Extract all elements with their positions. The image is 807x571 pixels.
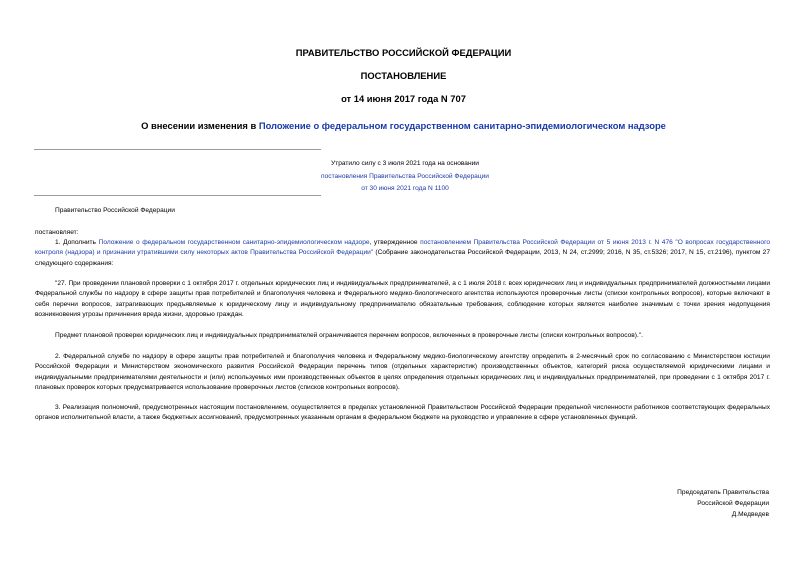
item-2: 2. Федеральной службе по надзору в сфере защиты прав потребителей и благополучия человека и Федеральному медико-биологическому агентству определить в 2-месячный срок по согласованию с Министерством юстиции Российской Федерации и Министерством экономического развития Российской Федерации перечень типов (отдельных характеристик) производственных объектов, категорий риска осуществляемой юридическими лицами и индивидуальными предпринимателями деятельности и (или) используемых ими производственных объектов в целях определения отдельных юридических лиц и индивидуальных предпринимателей, при проведении с 1 октября 2017 г. плановых проверок которых предусматривается использование проверочных листов (списков контрольных вопросов). — [35, 353, 770, 392]
document-title — [0, 120, 807, 131]
header-doc-type: ПОСТАНОВЛЕНИЕ — [360, 70, 447, 81]
item1-text3: (Собрание законодательства Российской Федерации, 2013, N 24, ст.2999; 2016, N 35, ст.5326; 2017, N 15, ст.2196), пунктом 27 следующего содержания: — [35, 249, 770, 267]
intro-text: Правительство Российской Федерации — [55, 207, 175, 214]
header-org: ПРАВИТЕЛЬСТВО РОССИЙСКОЙ ФЕДЕРАЦИИ — [295, 47, 512, 58]
item-1 — [35, 238, 770, 269]
item-3: 3. Реализация полномочий, предусмотренных настоящим постановлением, осуществляется в пределах установленной Правительством Российской Федерации предельной численности работников соответствующих федеральных органов исполнительной власти, а также бюджетных ассигнований, предусмотренных указанным органам в федеральном бюджете на руководство и управление в сфере установленных функций. — [35, 404, 770, 422]
signature-line2: Российской Федерации — [697, 500, 769, 507]
item1-link-resolution-476[interactable]: постановлением Правительства Российской Федерации от 5 июня 2013 г. N 476 "О вопросах государственного контроля (надзора) и признании утратившими силу некоторых актов Правительства Российской Федерации" — [35, 239, 771, 257]
repeal-note — [220, 158, 590, 196]
repeal-note-link-line2[interactable]: постановления Правительства Российской Федерации — [321, 172, 489, 180]
quote-paragraph-1: "27. При проведении плановой проверки с 1 октября 2017 г. отдельных юридических лиц и индивидуальных предпринимателей, а с 1 июля 2018 г. всех юридических лиц и индивидуальных предпринимателей должностными лицами Федеральной службы по надзору в сфере защиты прав потребителей и благополучия человека и Федерального медико-биологического агентства используются проверочные листы (списки контрольных вопросов), которые включают в себя перечни вопросов, затрагивающих предъявляемые к юридическому лицу и индивидуальному предпринимателю обязательные требования, соблюдение которых является наиболее значимым с точки зрения недопущения возникновения угрозы причинения вреда жизни, здоровью граждан. — [35, 280, 770, 319]
item1-link-regulation[interactable]: Положение о федеральном государственном санитарно-эпидемиологическом надзоре — [98, 239, 370, 246]
repeal-note-link-line3[interactable]: от 30 июня 2021 года N 1100 — [361, 185, 449, 192]
divider-top — [34, 149, 321, 150]
quote-paragraph-2: Предмет плановой проверки юридических лиц и индивидуальных предпринимателей ограничивается перечнем вопросов, включенных в проверочные листы (списки контрольных вопросов).". — [55, 332, 643, 339]
item1-text1: 1. Дополнить — [55, 239, 99, 246]
resolves-text: постановляет: — [35, 229, 79, 236]
repeal-note-line1: Утратило силу с 3 июля 2021 года на основании — [331, 160, 479, 167]
signature-line1: Председатель Правительства — [677, 489, 769, 496]
title-prefix: О внесении изменения в — [141, 120, 259, 131]
title-link[interactable]: Положение о федеральном государственном санитарно-эпидемиологическом надзоре — [258, 120, 666, 131]
signature-block — [677, 487, 769, 520]
item1-text2: , утвержденное — [369, 239, 421, 246]
header-date-number: от 14 июня 2017 года N 707 — [341, 93, 466, 104]
signature-line3: Д.Медведев — [731, 511, 769, 518]
divider-bottom — [34, 195, 321, 196]
